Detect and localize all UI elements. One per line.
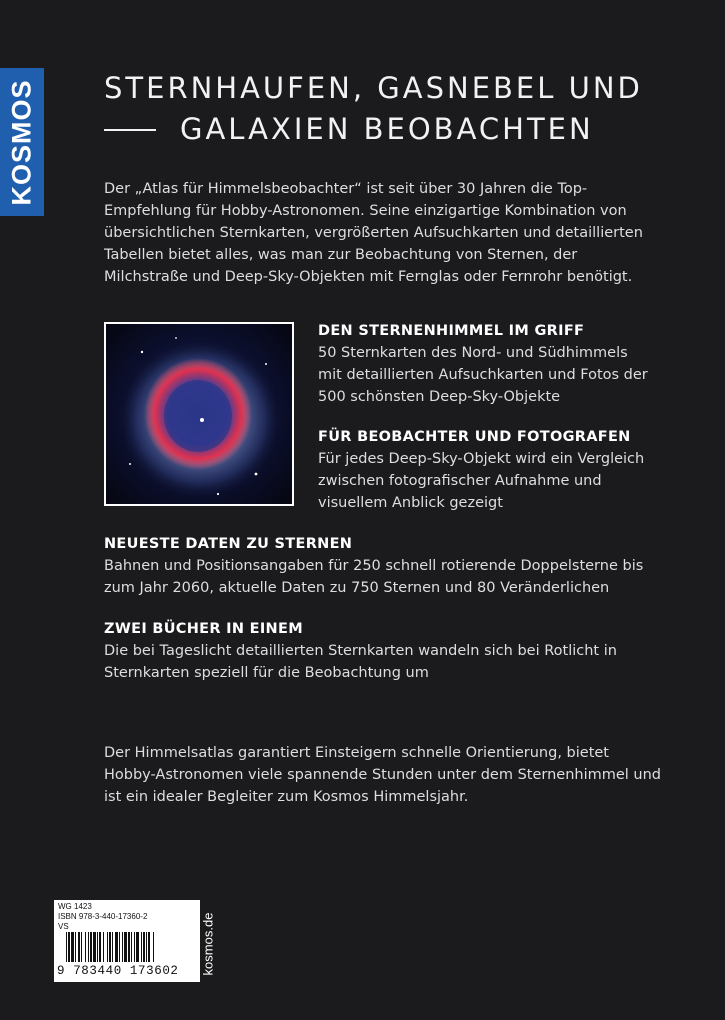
barcode-bar [66, 932, 67, 962]
page-title [104, 68, 643, 150]
barcode-bar [131, 932, 132, 962]
kosmos-logo [0, 68, 44, 216]
barcode-bar [115, 932, 118, 962]
barcode-bar [103, 932, 104, 962]
barcode-bar [124, 932, 127, 962]
barcode-bar [143, 932, 145, 962]
barcode-bar [153, 932, 154, 962]
barcode-bar [119, 932, 120, 962]
barcode-bar [99, 932, 101, 962]
barcode-bar [90, 932, 92, 962]
barcode-bar [88, 932, 89, 962]
barcode-bar [78, 932, 80, 962]
intro-paragraph: Der „Atlas für Himmelsbeobachter“ ist seit über 30 Jahren die Top-Empfehlung für Hobby-Astronomen. Seine einzigartige Kombination von übersichtlichen Sternkarten, vergrößerten Aufsuchkarten und detaillierten Tabellen bietet alles, was man zur Beobachtung von Sternen, der Milchstraße und Deep-Sky-Objekten mit Fernglas oder Fernrohr benötigt. [104, 181, 643, 285]
barcode-bars [54, 932, 200, 964]
nebula-photo [104, 322, 294, 506]
barcode-digits: 9 783440 173602 [57, 964, 179, 978]
feature-text: Die bei Tageslicht detaillierten Sternkarten wandeln sich bei Rotlicht in Sternkarten speziell für die Beobachtung um [104, 643, 617, 681]
feature-text: Für jedes Deep-Sky-Objekt wird ein Vergleich zwischen fotografischer Aufnahme und visuellem Anblick gezeigt [318, 451, 645, 511]
barcode-bar [71, 932, 74, 962]
feature-two-books [104, 618, 664, 684]
closing-paragraph: Der Himmelsatlas garantiert Einsteigern schnelle Orientierung, bietet Hobby-Astronomen viele spannende Stunden unter dem Sternenhimmel und ist ein idealer Begleiter zum Kosmos Himmelsjahr. [104, 745, 661, 805]
barcode-bar [128, 932, 130, 962]
feature-heading: DEN STERNENHIMMEL IM GRIFF [318, 323, 585, 339]
barcode-bar [122, 932, 123, 962]
feature-heading: ZWEI BÜCHER IN EINEM [104, 621, 303, 637]
title-line-1: STERNHAUFEN, GASNEBEL UND [104, 71, 643, 105]
feature-text: 50 Sternkarten des Nord- und Südhimmels mit detaillierten Aufsuchkarten und Fotos der 500 schönsten Deep-Sky-Objekte [318, 345, 648, 405]
barcode-bar [109, 932, 111, 962]
barcode-panel [54, 900, 200, 982]
feature-text: Bahnen und Positionsangaben für 250 schnell rotierende Doppelsterne bis zum Jahr 2060, aktuelle Daten zu 750 Sternen und 80 Veränderlichen [104, 558, 644, 596]
barcode-bar [148, 932, 150, 962]
title-dash [104, 129, 156, 131]
wg-code: WG 1423 [58, 902, 92, 911]
barcode-bar [81, 932, 82, 962]
feature-star-maps [318, 320, 648, 408]
isbn-number: ISBN 978-3-440-17360-2 [58, 912, 148, 921]
feature-star-data [104, 533, 664, 599]
vs-label: VS [58, 922, 69, 931]
feature-observers [318, 426, 648, 514]
barcode-bar [107, 932, 108, 962]
barcode-bar [141, 932, 142, 962]
website-text: kosmos.de [200, 912, 216, 976]
barcode-meta [58, 902, 147, 932]
feature-heading: NEUESTE DATEN ZU STERNEN [104, 536, 353, 552]
barcode-bar [112, 932, 113, 962]
title-line-2: GALAXIEN BEOBACHTEN [180, 112, 594, 146]
barcode-bar [97, 932, 98, 962]
feature-heading: FÜR BEOBACHTER UND FOTOGRAFEN [318, 429, 631, 445]
barcode-bar [136, 932, 139, 962]
website-label [196, 904, 220, 984]
barcode-bar [75, 932, 76, 962]
barcode-bar [68, 932, 70, 962]
logo-text: KOSMOS [6, 78, 37, 206]
barcode-bar [134, 932, 135, 962]
barcode-bar [85, 932, 86, 962]
title-line-2-wrapper [104, 109, 643, 150]
barcode-bar [146, 932, 147, 962]
barcode-bar [93, 932, 96, 962]
